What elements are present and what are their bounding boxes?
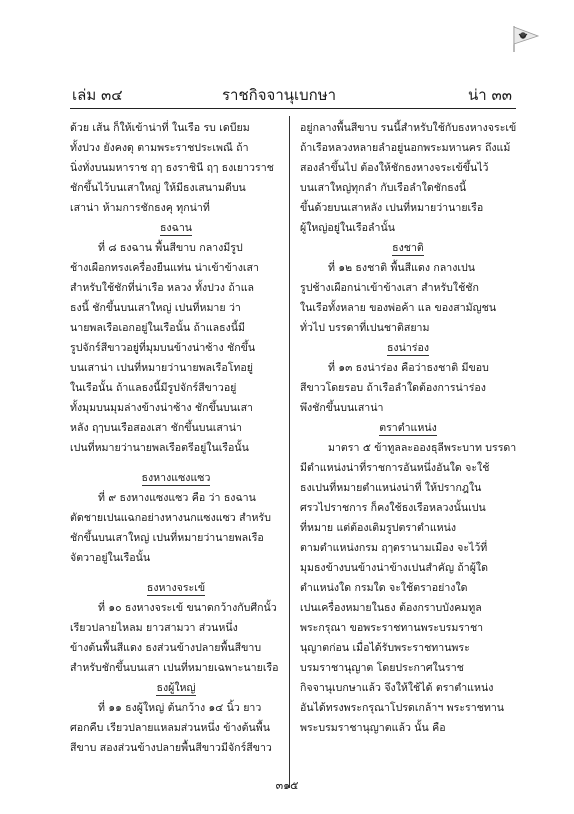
garuda-flag-emblem-icon [508, 24, 540, 54]
text-line: นุญาตก่อน เมื่อได้รับพระราชทานพระ [300, 642, 470, 654]
page-header [72, 84, 512, 106]
text-line: สีขาบ สองส่วนข้างปลายพื้นสีขาวมีจักร์สีขาว [70, 742, 272, 754]
text-line: มาตรา ๕ ข้าทูลละอองธุลีพระบาท บรรดา [328, 442, 516, 454]
section-heading-text: ธงฉาน [159, 222, 193, 234]
section-heading-text: ธงหางแซงแซว [141, 472, 211, 484]
paragraph-gap [70, 458, 282, 468]
text-line: สีขาวโดยรอบ ถ้าเรือลำใดต้องการน่าร่อง [300, 382, 486, 394]
text-line: ชักขึ้นไว้บนเสาใหญ่ ให้มีธงเสนามดีบน [70, 182, 246, 194]
text-line: อยู่กลางพื้นสีขาบ รนนี้สำหรับใช้กับธงหางจระเข้ [300, 122, 516, 134]
text-line: จัตวาอยู่ในเรือนั้น [70, 552, 151, 564]
section-heading [300, 338, 516, 358]
section-heading-text: ธงน่าร่อง [386, 342, 430, 354]
section-heading-text: ธงชาติ [392, 242, 424, 254]
text-line: บนเสาน่า เปนที่หมายว่านายพลเรือโทอยู่ [70, 362, 253, 374]
text-line: มุมธงข้างบนข้างน่าข้างเปนสำคัญ ถ้าผู้ใด [300, 562, 488, 574]
text-line: ที่ ๙ ธงหางแซงแซว คือ ว่า ธงฉาน [98, 492, 256, 504]
text-line: ทั่วไป บรรดาที่เปนชาติสยาม [300, 322, 430, 334]
section-heading-text: ธงผู้ใหญ่ [156, 682, 196, 694]
text-line: บรมราชานุญาต โดยประกาศในราช [300, 662, 464, 674]
text-line: ข้างต้นพื้นสีแดง ธงส่วนข้างปลายพื้นสีขาบ [70, 642, 262, 654]
text-line: ด้วย เส้น ก็ให้เข้าน่าที่ ในเรือ รบ เดบียม [70, 122, 250, 134]
text-line: ศรวไปราชการ ก็คงใช้ธงเรือหลวงนั้นเปน [300, 502, 486, 514]
text-line: สองลำขึ้นไป ต้องให้ชักธงหางจระเข้ขึ้นไว้ [300, 162, 489, 174]
right-column [300, 118, 516, 738]
text-line: มีตำแหน่งน่าที่ราชการอันหนึ่งอันใด จะใช้ [300, 462, 490, 474]
page-footer-number: ๓๑๕ [275, 779, 299, 792]
text-line: เสาน่า ห้ามการชักธงคุ ทุกน่าที่ [70, 202, 210, 214]
column-divider [289, 116, 290, 788]
text-line: ที่ ๑๒ ธงชาติ พื้นสีแดง กลางเปน [328, 262, 476, 274]
section-heading [70, 578, 282, 598]
text-line: นายพลเรือเอกอยู่ในเรือนั้น ถ้าแลธงนี้มี [70, 322, 245, 334]
left-column [70, 118, 282, 758]
header-rule [70, 108, 516, 109]
text-line: ที่ ๘ ธงฉาน พื้นสีขาบ กลางมีรูป [98, 242, 243, 254]
text-line: พระบรมราชานุญาตแล้ว นั้น คือ [300, 722, 446, 734]
page-label: น่า ๓๓ [468, 86, 512, 104]
section-heading [70, 468, 282, 488]
text-line: เรียวปลายไหลม ยาวสามวา ส่วนหนึ่ง [70, 622, 238, 634]
gazette-title: ราชกิจจานุเบกษา [222, 86, 337, 104]
text-line: ธงเปนที่หมายตำแหน่งน่าที่ ให้ปรากฎใน [300, 482, 482, 494]
text-line: นิ่งทั่งบนมหาราช ฤๅ ธงราชินี ฤๅ ธงเยาวราช [70, 162, 274, 174]
paragraph-gap [70, 568, 282, 578]
text-line: รูปช้างเผือกน่าเข้าข้างเสา สำหรับใช้ชัก [300, 282, 479, 294]
text-line: หลัง ฤๅบนเรือสองเสา ชักขึ้นบนเสาน่า [70, 422, 242, 434]
text-line: ช้างเผือกทรงเครื่องยืนแท่น น่าเข้าข้างเสา [70, 262, 259, 274]
text-line: ตัดชายเปนแฉกอย่างหางนกแซงแซว สำหรับ [70, 512, 271, 524]
text-line: บนเสาใหญ่ทุกลำ กับเรือลำใดชักธงนี้ [300, 182, 467, 194]
section-heading-text: ธงหางจระเข้ [146, 582, 206, 594]
text-line: พึงชักขึ้นบนเสาน่า [300, 402, 384, 414]
text-line: ธงนี้ ชักขึ้นบนเสาใหญ่ เปนที่หมาย ว่า [70, 302, 241, 314]
text-line: ที่ ๑๑ ธงผู้ใหญ่ ต้นกว้าง ๑๔ นิ้ว ยาว [98, 702, 262, 714]
text-line: ในเรือทั้งหลาย ของพ่อค้า แล ของสามัญชน [300, 302, 497, 314]
text-line: ทั้งมุมบนมุมล่างข้างน่าซ้าง ชักขึ้นบนเสา [70, 402, 253, 414]
text-line: ถ้าเรือหลวงหลายลำอยู่นอกพระมหานคร ถึงแม้ [300, 142, 511, 154]
text-line: ผู้ใหญ่อยู่ในเรือลำนั้น [300, 222, 395, 234]
text-line: สำหรับใช้ชักที่น่าเรือ หลวง ทั้งปวง ถ้าแล [70, 282, 255, 294]
text-line: ที่ ๑๓ ธงน่าร่อง คือว่าธงชาติ มีขอบ [328, 362, 489, 374]
text-line: พระกรุณา ขอพระราชทานพระบรมราชา [300, 622, 484, 634]
text-line: ชักขึ้นบนเสาใหญ่ เปนที่หมายว่านายพลเรือ [70, 532, 264, 544]
text-line: รูปจักร์สีขาวอยู่ที่มุมบนข้างน่าซ้าง ชักขึ้น [70, 342, 256, 354]
text-line: ศอกคืบ เรียวปลายแหลมส่วนหนึ่ง ข้างต้นพื้น [70, 722, 270, 734]
text-line: ที่หมาย แต่ต้องเติมรูปตราตำแหน่ง [300, 522, 457, 534]
text-line: เปนที่หมายว่านายพลเรือตรีอยู่ในเรือนั้น [70, 442, 249, 454]
text-line: กิจจานุเบกษาแล้ว จึงให้ใช้ได้ ตราตำแหน่ง [300, 682, 494, 694]
section-heading [300, 238, 516, 258]
text-line: ทั้งปวง ยังคงดุ ตามพระราชประเพณี ถ้า [70, 142, 249, 154]
text-line: สำหรับชักขึ้นบนเสา เปนที่หมายเฉพาะนายเรือ [70, 662, 279, 674]
text-line: ที่ ๑๐ ธงหางจระเข้ ขนาดกว้างกับศีกนั้ว [98, 602, 277, 614]
text-line: เปนเครื่องหมายในธง ต้องกราบบังคมทูล [300, 602, 482, 614]
section-heading [300, 418, 516, 438]
section-heading [70, 678, 282, 698]
text-line: อันได้ทรงพระกรุณาโปรดเกล้าฯ พระราชทาน [300, 702, 505, 714]
section-heading [70, 218, 282, 238]
text-line: ขึ้นด้วยบนเสาหลัง เปนที่หมายว่านายเรือ [300, 202, 484, 214]
volume-number: เล่ม ๓๔ [72, 86, 123, 104]
text-line: ตามตำแหน่งกรม ฤๅตรานามเมือง จะไว้ที่ [300, 542, 488, 554]
text-line: ในเรือนั้น ถ้าแลธงนี้มีรูปจักร์สีขาวอยู่ [70, 382, 237, 394]
section-heading-text: ตราตำแหน่ง [379, 422, 437, 434]
text-line: ตำแหน่งใด กรมใด จะใช้ตราอย่างใด [300, 582, 468, 594]
